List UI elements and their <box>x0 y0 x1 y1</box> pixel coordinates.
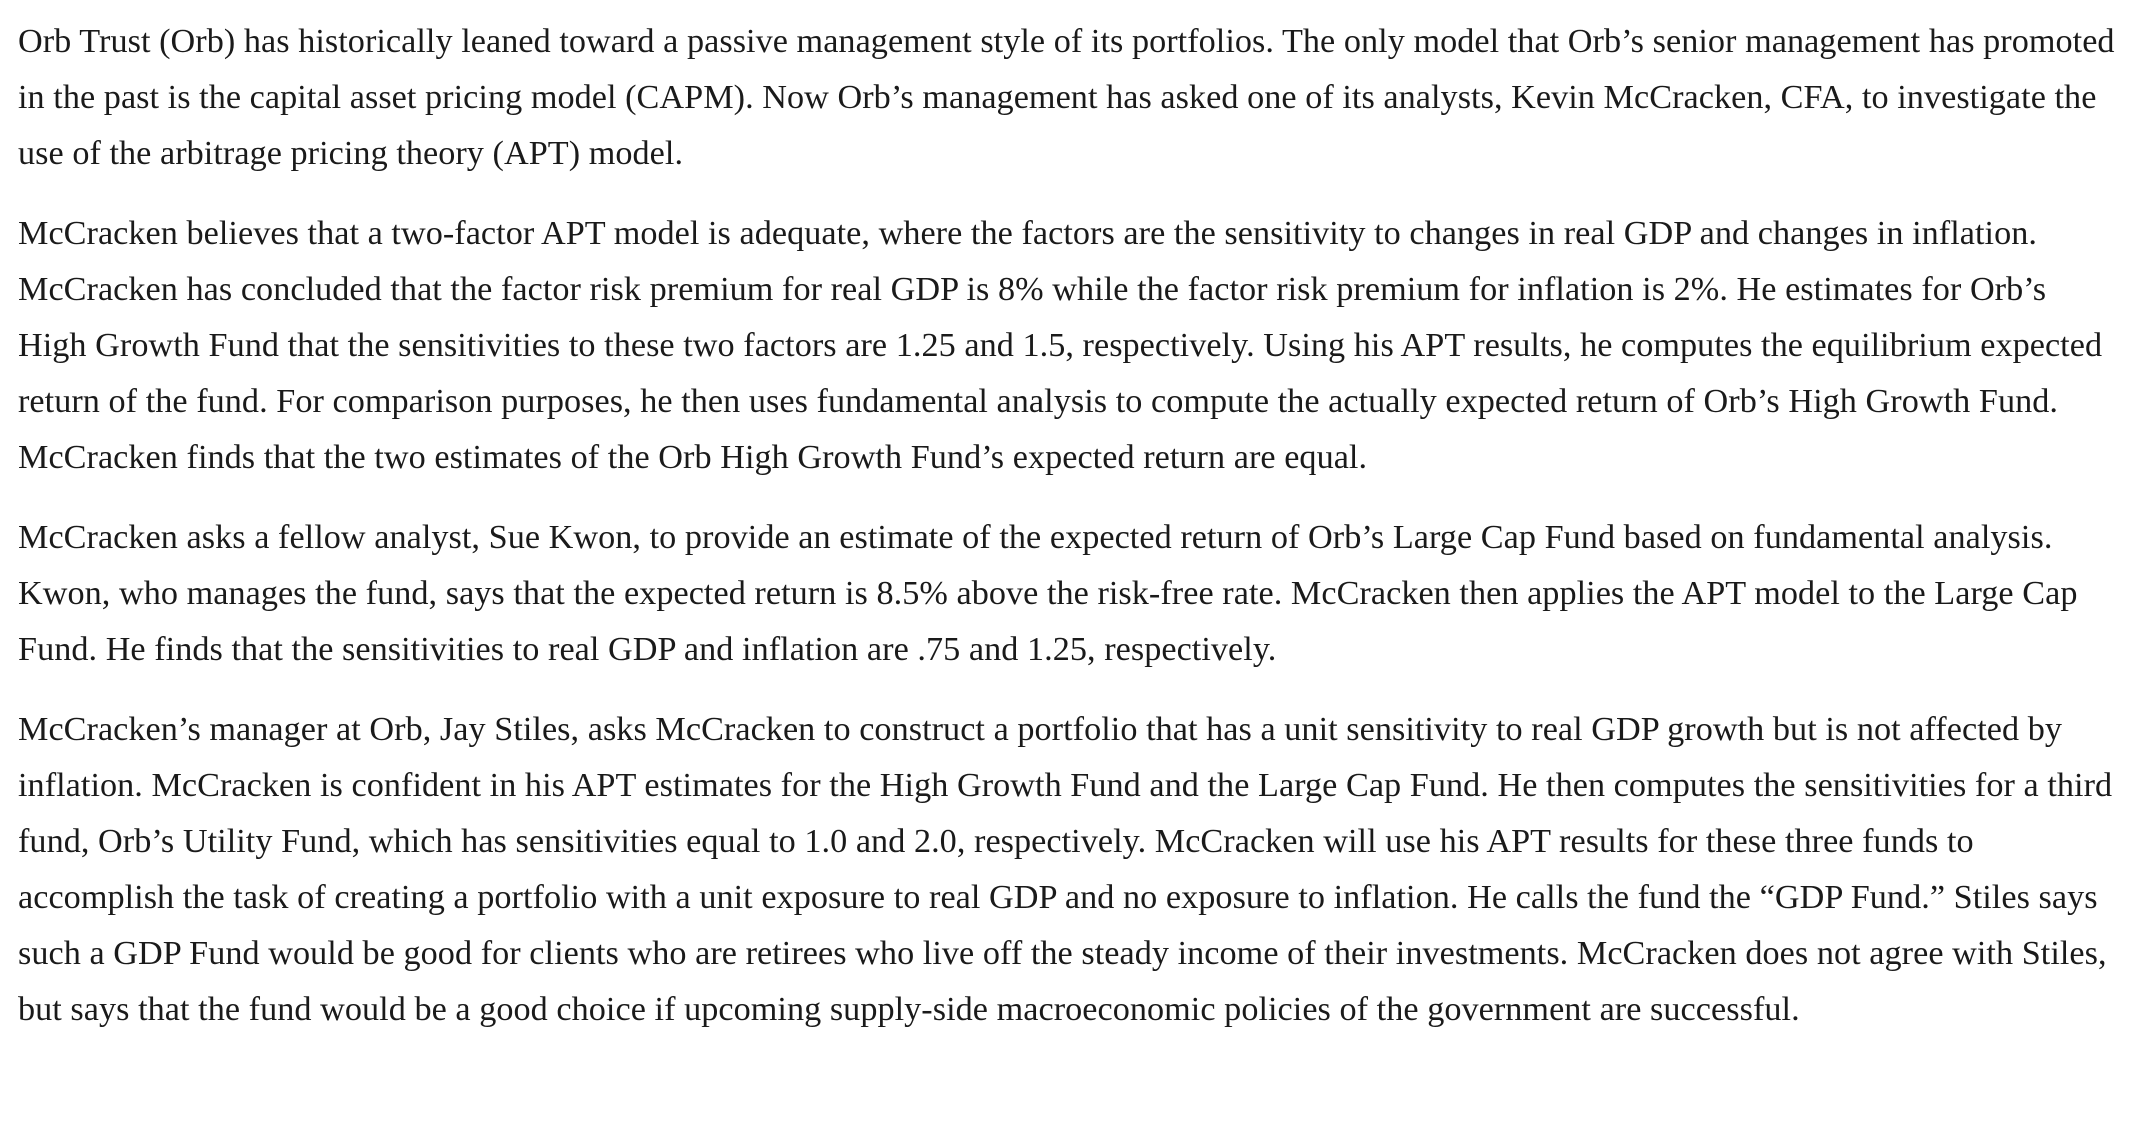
paragraph-gdp-fund: McCracken’s manager at Orb, Jay Stiles, asks McCracken to construct a portfolio that has a unit sensitivity to real GDP growth but is not affected by inflation. McCracken is confident in his APT estimates for the High Growth Fund and the Large Cap Fund. He then computes the sensitivities for a third fund, Orb’s Utility Fund, which has sensitivities equal to 1.0 and 2.0, respectively. McCracken will use his APT results for these three funds to accomplish the task of creating a portfolio with a unit exposure to real GDP and no exposure to inflation. He calls the fund the “GDP Fund.” Stiles says such a GDP Fund would be good for clients who are retirees who live off the steady income of their investments. McCracken does not agree with Stiles, but says that the fund would be a good choice if upcoming supply-side macroeconomic policies of the government are successful. <box>18 711 2113 1028</box>
paragraph-large-cap-fund: McCracken asks a fellow analyst, Sue Kwon, to provide an estimate of the expected return of Orb’s Large Cap Fund based on fundamental analysis. Kwon, who manages the fund, says that the expected return is 8.5% above the risk-free rate. McCracken then applies the APT model to the Large Cap Fund. He finds that the sensitivities to real GDP and inflation are .75 and 1.25, respectively. <box>18 519 2078 668</box>
document-body <box>18 14 2123 1062</box>
paragraph-intro: Orb Trust (Orb) has historically leaned toward a passive management style of its portfolios. The only model that Orb’s senior management has promoted in the past is the capital asset pricing model (CAPM). Now Orb’s management has asked one of its analysts, Kevin McCracken, CFA, to investigate the use of the arbitrage pricing theory (APT) model. <box>18 23 2115 172</box>
paragraph-apt-model: McCracken believes that a two-factor APT model is adequate, where the factors are the sensitivity to changes in real GDP and changes in inflation. McCracken has concluded that the factor risk premium for real GDP is 8% while the factor risk premium for inflation is 2%. He estimates for Orb’s High Growth Fund that the sensitivities to these two factors are 1.25 and 1.5, respectively. Using his APT results, he computes the equilibrium expected return of the fund. For comparison purposes, he then uses fundamental analysis to compute the actually expected return of Orb’s High Growth Fund. McCracken finds that the two estimates of the Orb High Growth Fund’s expected return are equal. <box>18 215 2103 476</box>
